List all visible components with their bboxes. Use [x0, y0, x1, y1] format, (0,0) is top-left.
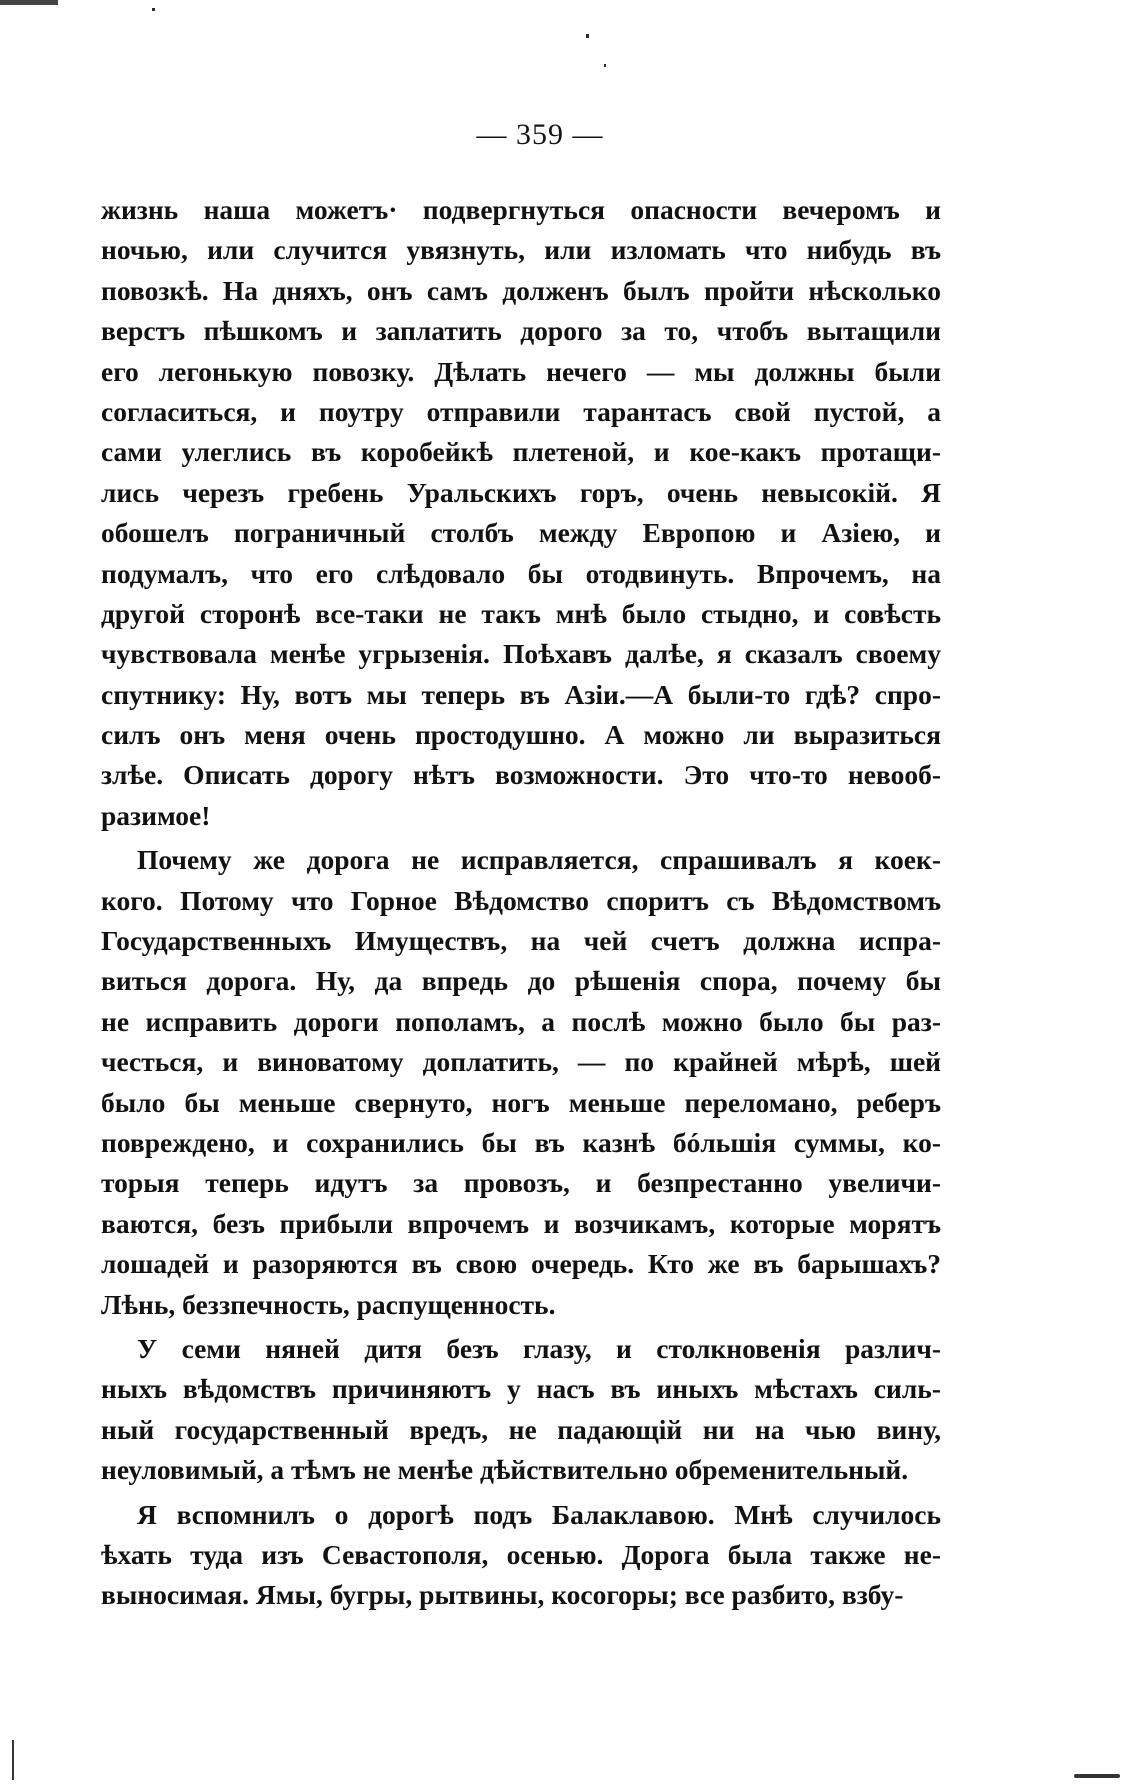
page-number: — 359 —	[476, 118, 604, 151]
text-line: Я вспомнилъ о дорогѣ подъ Балаклавою. Мнѣ случилось	[137, 1498, 941, 1530]
text-line: подумалъ, что его слѣдовало бы отодвинуть. Впрочемъ, на	[101, 557, 941, 589]
scan-speck	[604, 64, 606, 67]
text-line: Лѣнь, беззпечность, распущенность.	[101, 1288, 556, 1320]
scan-bottom-smudge	[1074, 1774, 1120, 1778]
text-line: силъ онъ меня очень простодушно. А можно ли выразиться	[101, 719, 941, 751]
paragraph	[101, 1329, 941, 1491]
text-line: честься, и виноватому доплатить, — по крайней мѣрѣ, шей	[101, 1046, 941, 1078]
text-line: лись черезъ гребень Уральскихъ горъ, очень невысокій. Я	[101, 476, 941, 508]
scan-speck	[152, 8, 155, 11]
text-line: сами улеглись въ коробейкѣ плетеной, и кое-какъ протащи-	[101, 436, 941, 468]
text-line: спутнику: Ну, вотъ мы теперь въ Азіи.—А были-то гдѣ? спро-	[101, 678, 941, 710]
text-line: Государственныхъ Имуществъ, на чей счетъ должна испра-	[101, 925, 941, 957]
text-line: ночью, или случится увязнуть, или изломать что нибудь въ	[101, 234, 941, 266]
text-line: было бы меньше свернуто, ногъ меньше переломано, реберъ	[101, 1086, 941, 1118]
text-line: торыя теперь идутъ за провозъ, и безпрестанно увеличи-	[101, 1167, 941, 1199]
text-line: согласиться, и поутру отправили тарантасъ свой пустой, а	[101, 395, 941, 427]
paragraph	[101, 1495, 941, 1616]
paragraph	[101, 840, 941, 1325]
text-line: обошелъ пограничный столбъ между Европою и Азіею, и	[101, 517, 941, 549]
text-line: жизнь наша можетъ· подвергнуться опасности вечеромъ и	[101, 194, 941, 225]
text-line: кого. Потому что Горное Вѣдомство споритъ съ Вѣдомствомъ	[101, 884, 941, 916]
text-line: повреждено, и сохранились бы въ казнѣ бóльшія суммы, ко-	[101, 1126, 941, 1158]
text-line: не исправить дороги пополамъ, а послѣ можно было бы раз-	[101, 1005, 941, 1037]
scan-edge-mark	[12, 1740, 14, 1780]
text-line: Почему же дорога не исправляется, спрашивалъ я коек-	[137, 844, 941, 876]
text-line: злѣе. Описать дорогу нѣтъ возможности. Это что-то невооб-	[101, 759, 941, 791]
paragraph	[101, 190, 941, 836]
text-line: ныхъ вѣдомствъ причиняютъ у насъ въ иныхъ мѣстахъ силь-	[101, 1373, 941, 1405]
text-line: разимое!	[101, 799, 211, 831]
text-line: повозкѣ. На дняхъ, онъ самъ долженъ былъ пройти нѣсколько	[101, 274, 941, 306]
scan-speck	[586, 34, 589, 38]
body-text	[101, 190, 941, 1616]
text-line: его легонькую повозку. Дѣлать нечего — мы должны были	[101, 355, 941, 387]
scan-corner-mark	[0, 0, 58, 5]
text-line: ный государственный вредъ, не падающій ни на чью вину,	[101, 1413, 941, 1445]
text-line: лошадей и разоряются въ свою очередь. Кто же въ барышахъ?	[101, 1248, 941, 1280]
text-line: ваются, безъ прибыли впрочемъ и возчикамъ, которые морятъ	[101, 1207, 941, 1239]
text-line: выносимая. Ямы, бугры, рытвины, косогоры; все разбито, взбу-	[101, 1579, 904, 1611]
text-line: другой сторонѣ все-таки не такъ мнѣ было стыдно, и совѣсть	[101, 597, 941, 629]
text-line: неуловимый, а тѣмъ не менѣе дѣйствительно обременительный.	[101, 1454, 909, 1486]
text-line: виться дорога. Ну, да впредь до рѣшенія спора, почему бы	[101, 965, 941, 997]
text-line: верстъ пѣшкомъ и заплатить дорого за то, чтобъ вытащили	[101, 315, 941, 347]
text-line: ѣхать туда изъ Севастополя, осенью. Дорога была также не-	[101, 1538, 941, 1570]
text-line: чувствовала менѣе угрызенія. Поѣхавъ далѣе, я сказалъ своему	[101, 638, 941, 670]
text-line: У семи няней дитя безъ глазу, и столкновенія различ-	[137, 1332, 941, 1364]
